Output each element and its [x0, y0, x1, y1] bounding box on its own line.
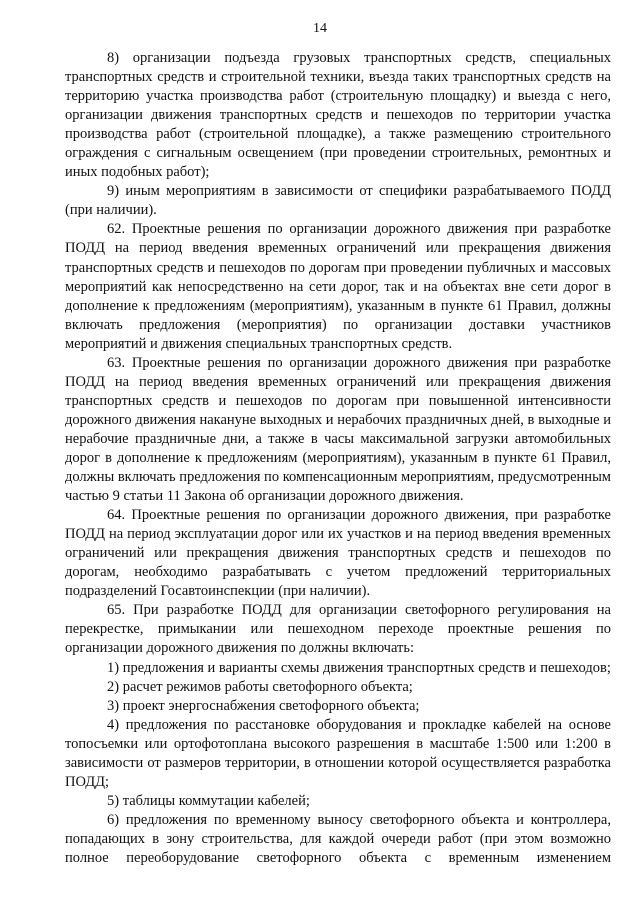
- paragraph-item-8: 8) организации подъезда грузовых транспортных средств, специальных транспортных средств и строительной техники, въезда таких транспортных средств на территорию участка производства работ (строительную площадку) и выезда с него, организации движения транспортных средств и пешеходов по территории участка производства работ (строительной площадке), а также размещению строительного ограждения с сигнальным освещением (при проведении строительных, ремонтных и иных подобных работ);: [65, 50, 611, 181]
- list-item-1: 1) предложения и варианты схемы движения транспортных средств и пешеходов;: [107, 659, 611, 676]
- page-number: 14: [313, 21, 327, 36]
- paragraph-64: 64. Проектные решения по организации дорожного движения, при разработке ПОДД на период эксплуатации дорог или их участков и на период введения временных ограничений или прекращения движения транспортных средств и пешеходов по дорогам, необходимо разрабатывать с учетом предложений территориальных подразделений Госавтоинспекции (при наличии).: [65, 507, 611, 600]
- list-item-6: 6) предложения по временному выносу светофорного объекта и контроллера, попадающих в зону строительства, для каждой очереди работ (при этом возможно полное переоборудование светофорного объекта с временным изменением: [65, 811, 611, 866]
- paragraph-65: 65. При разработке ПОДД для организации светофорного регулирования на перекрестке, примыкании или пешеходном переходе проектные решения по организации дорожного движения по должны включать:: [65, 602, 611, 657]
- list-item-2: 2) расчет режимов работы светофорного объекта;: [107, 678, 413, 695]
- document-body: [65, 49, 611, 868]
- paragraph-63: 63. Проектные решения по организации дорожного движения при разработке ПОДД на период введения временных ограничений или прекращения движения транспортных средств и пешеходов по дорогам при повышенной интенсивности дорожного движения накануне выходных и нерабочих праздничных дней, в выходные и нерабочие праздничные дни, а также в часы максимальной загрузки автомобильных дорог в дополнение к предложениям (мероприятиям), указанным в пункте 61 Правил, должны включать предложения по компенсационным мероприятиям, предусмотренным частью 9 статьи 11 Закона об организации дорожного движения.: [65, 354, 611, 505]
- paragraph-62: 62. Проектные решения по организации дорожного движения при разработке ПОДД на период введения временных ограничений или прекращения движения транспортных средств и пешеходов по дорогам при проведении публичных и массовых мероприятий как непосредственно на сети дорог, так и на объектах вне сети дорог в дополнение к предложениям (мероприятиям), указанным в пункте 61 Правил, должны включать предложения (мероприятия) по организации доставки участников мероприятий и движения специальных транспортных средств.: [65, 221, 611, 352]
- list-item-4: 4) предложения по расстановке оборудования и прокладке кабелей на основе топосъемки или ортофотоплана высокого разрешения в масштабе 1:500 или 1:200 в зависимости от размеров территории, в отношении которой осуществляется разработка ПОДД;: [65, 716, 611, 790]
- list-item-5: 5) таблицы коммутации кабелей;: [107, 792, 310, 809]
- list-item-3: 3) проект энергоснабжения светофорного объекта;: [107, 697, 420, 714]
- paragraph-item-9: 9) иным мероприятиям в зависимости от специфики разрабатываемого ПОДД (при наличии).: [65, 183, 611, 219]
